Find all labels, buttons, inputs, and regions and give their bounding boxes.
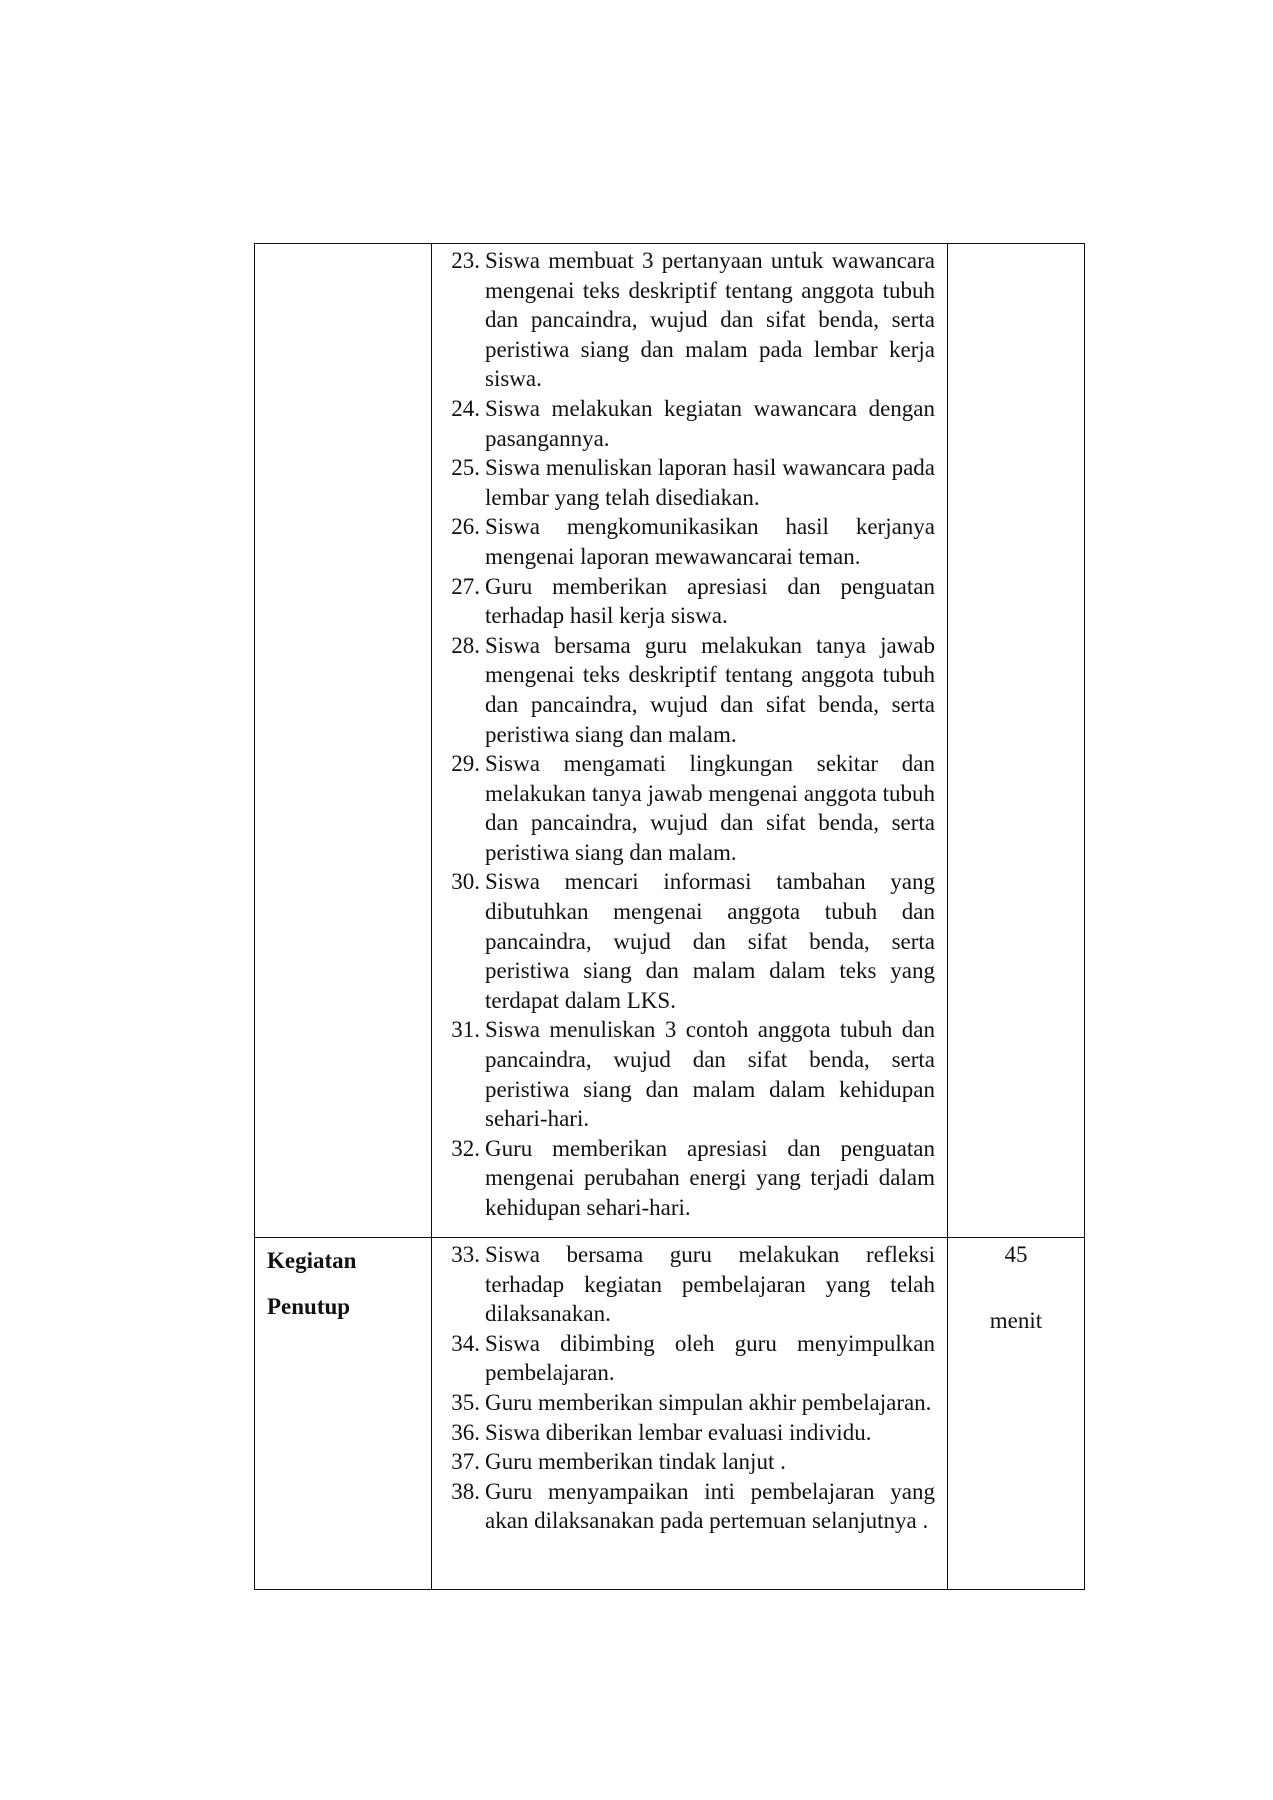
step-list — [442, 246, 935, 1223]
step-text: Guru menyampaikan inti pembelajaran yang akan dilaksanakan pada pertemuan selanjutnya . — [485, 1478, 935, 1534]
step-number: 37. — [451, 1449, 480, 1475]
step-number: 35. — [451, 1389, 480, 1415]
list-item — [442, 1240, 935, 1329]
step-text: Siswa dibimbing oleh guru menyimpulkan pembelajaran. — [485, 1330, 935, 1386]
steps-cell — [432, 1238, 948, 1590]
list-item — [442, 1447, 935, 1477]
table-row — [255, 1238, 1085, 1590]
step-number: 27. — [451, 573, 480, 599]
list-item — [442, 867, 935, 1015]
list-item — [442, 1418, 935, 1448]
list-item — [442, 631, 935, 749]
list-item — [442, 749, 935, 867]
step-list — [442, 1240, 935, 1536]
step-number: 24. — [451, 395, 480, 421]
table-row — [255, 244, 1085, 1238]
step-text: Siswa membuat 3 pertanyaan untuk wawancara mengenai teks deskriptif tentang anggota tubuh dan pancaindra, wujud dan sifat benda, serta peristiwa siang dan malam pada lembar kerja siswa. — [485, 248, 935, 392]
step-text: Siswa bersama guru melakukan tanya jawab mengenai teks deskriptif tentang anggota tubuh dan pancaindra, wujud dan sifat benda, serta peristiwa siang dan malam. — [485, 632, 935, 747]
list-item — [442, 1329, 935, 1388]
step-number: 31. — [451, 1017, 480, 1043]
step-text: Guru memberikan apresiasi dan penguatan mengenai perubahan energi yang terjadi dalam kehidupan sehari-hari. — [485, 1135, 935, 1220]
time-cell — [948, 244, 1085, 1238]
steps-cell — [432, 244, 948, 1238]
step-text: Siswa mencari informasi tambahan yang dibutuhkan mengenai anggota tubuh dan pancaindra, wujud dan sifat benda, serta peristiwa siang dan malam dalam teks yang terdapat dalam LKS. — [485, 869, 935, 1013]
step-text: Siswa diberikan lembar evaluasi individu. — [485, 1419, 872, 1445]
phase-label-line-2: Penutup — [267, 1294, 351, 1319]
step-text: Siswa melakukan kegiatan wawancara dengan pasangannya. — [485, 395, 935, 451]
time-unit: menit — [989, 1307, 1043, 1333]
time-value: 45 — [1004, 1242, 1028, 1267]
list-item — [442, 394, 935, 453]
step-text: Siswa mengkomunikasikan hasil kerjanya mengenai laporan mewawancarai teman. — [485, 514, 935, 569]
activity-table — [254, 243, 1085, 1590]
step-text: Guru memberikan tindak lanjut . — [485, 1449, 786, 1475]
list-item — [442, 1015, 935, 1133]
list-item — [442, 453, 935, 512]
list-item — [442, 1134, 935, 1223]
step-text: Siswa menuliskan laporan hasil wawancara pada lembar yang telah disediakan. — [485, 455, 935, 510]
step-number: 38. — [451, 1478, 480, 1504]
step-text: Siswa bersama guru melakukan refleksi terhadap kegiatan pembelajaran yang telah dilaksanakan. — [485, 1242, 935, 1327]
time-cell — [948, 1238, 1085, 1590]
step-number: 30. — [451, 869, 480, 895]
step-number: 26. — [451, 514, 480, 540]
phase-cell — [255, 1238, 432, 1590]
step-number: 34. — [451, 1330, 480, 1356]
list-item — [442, 512, 935, 571]
step-number: 23. — [451, 248, 480, 273]
step-text: Siswa menuliskan 3 contoh anggota tubuh dan pancaindra, wujud dan sifat benda, serta peristiwa siang dan malam dalam kehidupan sehari-hari. — [485, 1017, 935, 1132]
step-text: Siswa mengamati lingkungan sekitar dan melakukan tanya jawab mengenai anggota tubuh dan pancaindra, wujud dan sifat benda, serta peristiwa siang dan malam. — [485, 751, 935, 865]
step-number: 32. — [451, 1135, 480, 1161]
list-item — [442, 572, 935, 631]
step-number: 25. — [451, 455, 480, 481]
list-item — [442, 246, 935, 394]
list-item — [442, 1388, 935, 1418]
phase-cell — [255, 244, 432, 1238]
list-item — [442, 1477, 935, 1536]
step-number: 28. — [451, 632, 480, 658]
step-number: 29. — [451, 751, 480, 777]
step-number: 36. — [451, 1419, 480, 1445]
step-text: Guru memberikan simpulan akhir pembelajaran. — [485, 1389, 932, 1415]
phase-label-line-1: Kegiatan — [267, 1248, 357, 1273]
step-text: Guru memberikan apresiasi dan penguatan terhadap hasil kerja siswa. — [485, 573, 935, 629]
step-number: 33. — [451, 1242, 480, 1267]
